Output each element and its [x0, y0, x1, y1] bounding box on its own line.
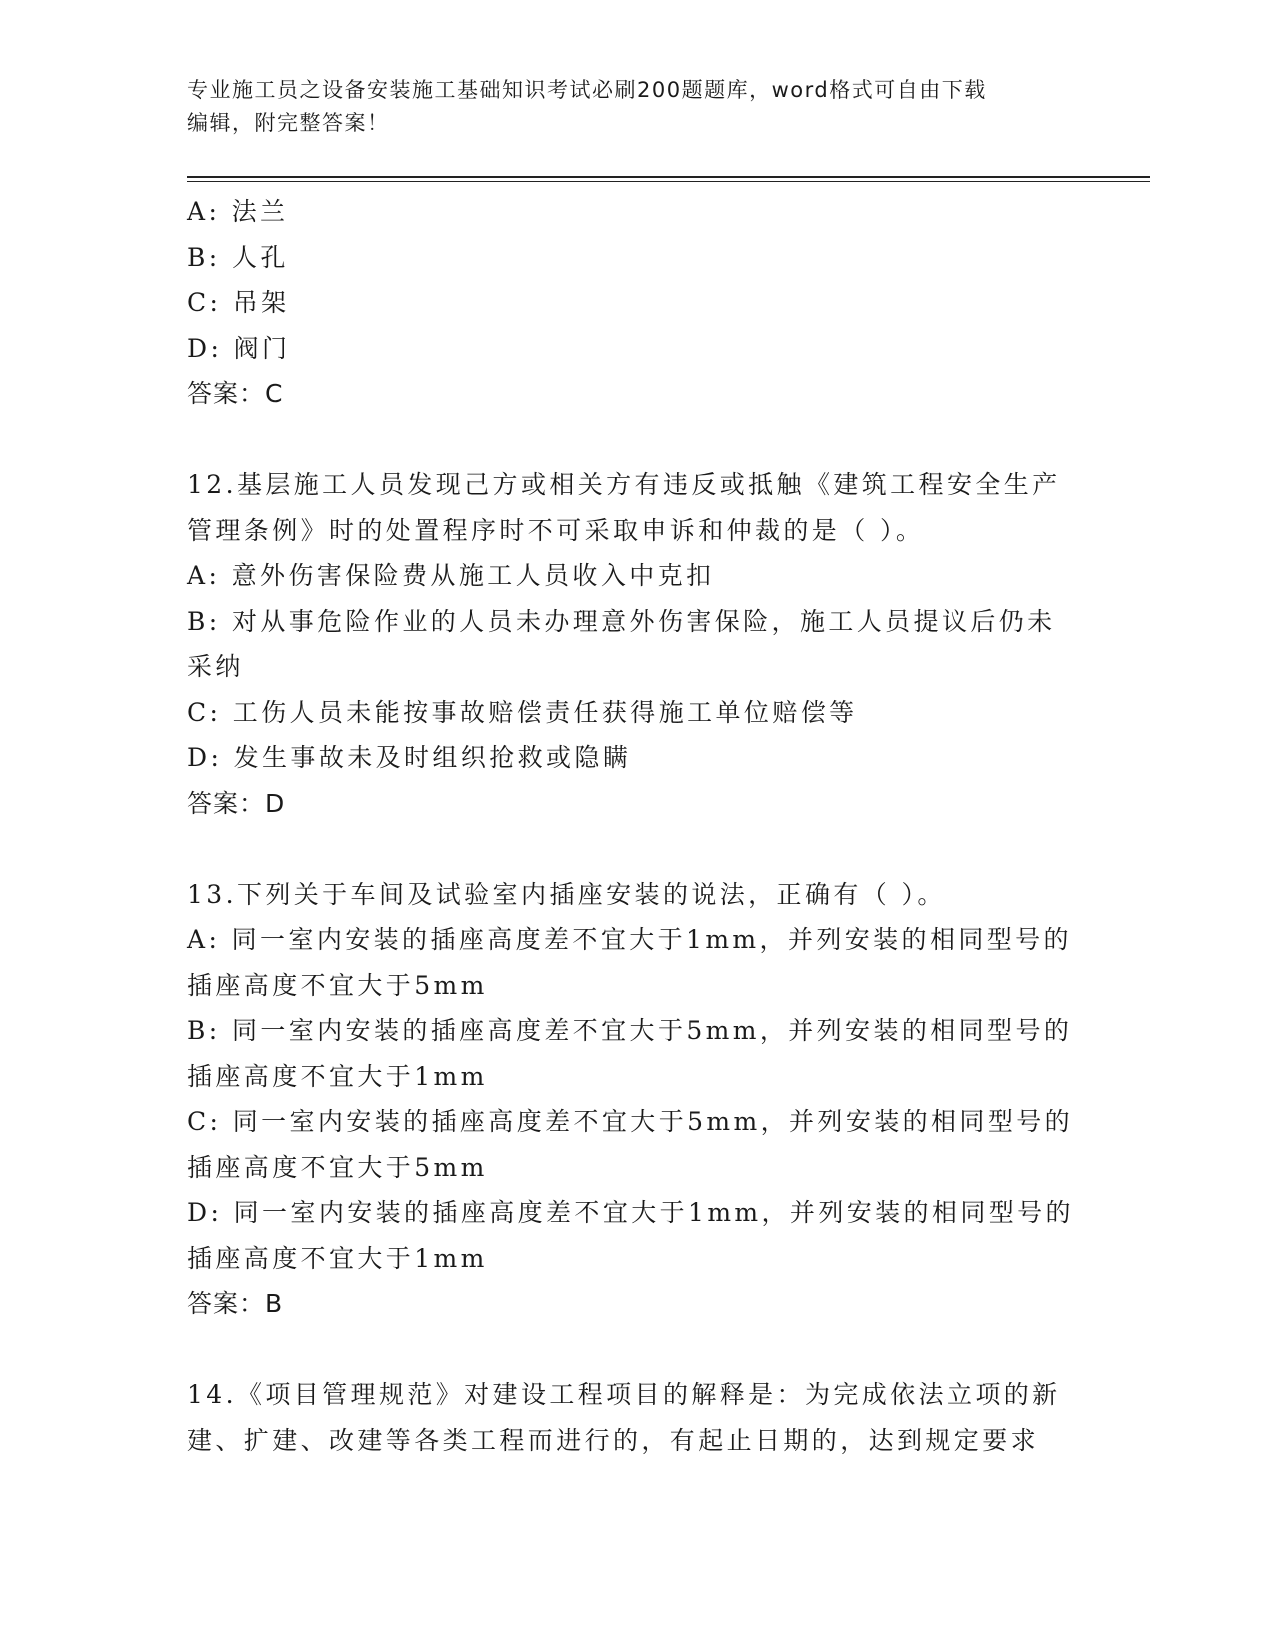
question-stem-line: 建、扩建、改建等各类工程而进行的，有起止日期的，达到规定要求 [187, 1425, 1040, 1455]
question-stem-line: 12.基层施工人员发现己方或相关方有违反或抵触《建筑工程安全生产 [187, 470, 1061, 499]
option-a: A: 法兰 [187, 197, 289, 226]
answer-line: 答案：B [187, 1289, 284, 1318]
option-d: D: 发生事故未及时组织抢救或隐瞒 [187, 743, 632, 772]
option-c: C: 吊架 [187, 288, 290, 317]
option-d: D: 阀门 [187, 333, 291, 363]
option-c: C: 工伤人员未能按事故赔偿责任获得施工单位赔偿等 [187, 697, 858, 727]
question-stem-line: 13.下列关于车间及试验室内插座安装的说法，正确有（ ）。 [187, 879, 946, 909]
header-line-1: 专业施工员之设备安装施工基础知识考试必刷200题题库，word格式可自由下载 [187, 78, 987, 102]
option-b: B: 同一室内安装的插座高度差不宜大于5mm，并列安装的相同型号的 [187, 1016, 1073, 1045]
option-a: A: 意外伤害保险费从施工人员收入中克扣 [187, 561, 715, 590]
question-content [187, 189, 1077, 1463]
option-d-continued: 插座高度不宜大于1mm [187, 1243, 488, 1273]
document-header [187, 74, 1067, 140]
option-b-continued: 采纳 [187, 652, 244, 681]
question-14 [187, 1372, 1077, 1463]
question-stem-line: 管理条例》时的处置程序时不可采取申诉和仲裁的是（ ）。 [187, 515, 925, 545]
header-divider-thin [187, 181, 1150, 182]
question-stem-line: 14.《项目管理规范》对建设工程项目的解释是：为完成依法立项的新 [187, 1380, 1061, 1409]
answer-line: 答案：D [187, 788, 286, 818]
header-divider-thick [187, 176, 1150, 178]
option-a-continued: 插座高度不宜大于5mm [187, 970, 488, 1000]
option-b-continued: 插座高度不宜大于1mm [187, 1061, 488, 1091]
option-c-continued: 插座高度不宜大于5mm [187, 1152, 488, 1182]
option-b: B: 对从事危险作业的人员未办理意外伤害保险，施工人员提议后仍未 [187, 606, 1056, 636]
question-11 [187, 189, 1077, 417]
answer-line: 答案：C [187, 379, 284, 408]
question-spacer [187, 417, 1077, 463]
option-c: C: 同一室内安装的插座高度差不宜大于5mm，并列安装的相同型号的 [187, 1107, 1074, 1136]
question-13 [187, 872, 1077, 1327]
header-line-2: 编辑，附完整答案！ [187, 111, 390, 135]
question-spacer [187, 1327, 1077, 1373]
option-d: D: 同一室内安装的插座高度差不宜大于1mm，并列安装的相同型号的 [187, 1198, 1074, 1227]
option-a: A: 同一室内安装的插座高度差不宜大于1mm，并列安装的相同型号的 [187, 925, 1072, 954]
question-12 [187, 462, 1077, 826]
question-spacer [187, 826, 1077, 872]
option-b: B: 人孔 [187, 242, 289, 272]
